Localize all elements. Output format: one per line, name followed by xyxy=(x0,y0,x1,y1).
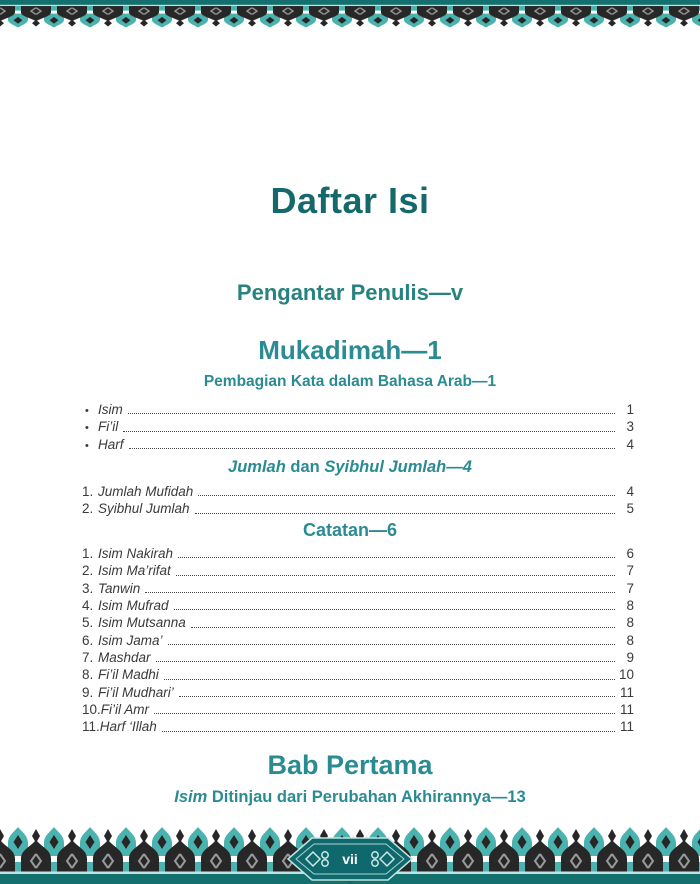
dot-leader xyxy=(198,495,615,496)
bullet-icon: • xyxy=(85,422,89,435)
toc-row xyxy=(62,545,634,562)
toc-entry-page: 11 xyxy=(619,719,634,735)
toc-entry-number: 8. xyxy=(82,667,94,683)
toc-entry-label: Isim Mufrad xyxy=(98,598,169,614)
toc-entry-label: Isim Nakirah xyxy=(98,546,174,561)
dot-leader xyxy=(174,609,615,610)
dot-leader xyxy=(129,448,615,449)
toc-entry-label: Harf ‘Illah xyxy=(99,719,157,735)
toc-entry-label: Isim Jama’ xyxy=(98,632,163,648)
toc-entry-number: 1. xyxy=(82,546,94,561)
toc-entry-number: 1. xyxy=(82,484,94,499)
subheading-bab-part2: Ditinjau dari Perubahan Akhirannya—13 xyxy=(207,788,526,806)
toc-entry-page: 8 xyxy=(626,615,634,631)
toc-entry-number: 6. xyxy=(82,632,94,648)
toc-entry-number: 9. xyxy=(82,684,94,700)
page-title: Daftar Isi xyxy=(270,180,430,221)
toc-entry-label: Fi’il Madhi xyxy=(98,667,159,683)
dot-leader xyxy=(179,696,615,697)
dot-leader xyxy=(195,513,615,514)
bullet-icon: • xyxy=(85,439,89,452)
heading-jumlah-part3: Syibhul Jumlah—4 xyxy=(324,458,472,476)
heading-catatan: Catatan—6 xyxy=(302,520,398,540)
toc-entry-label: Fi’il Mudhari’ xyxy=(98,684,174,700)
toc-entry-number: 7. xyxy=(82,650,94,666)
toc-entry-page: 3 xyxy=(626,419,634,435)
toc-entry-label: Syibhul Jumlah xyxy=(98,501,190,517)
toc-row xyxy=(62,701,634,718)
toc-row xyxy=(62,500,634,517)
catatan-toc-list xyxy=(62,545,634,736)
toc-entry-label: Isim Mutsanna xyxy=(98,615,186,631)
toc-entry-page: 8 xyxy=(626,632,634,648)
toc-entry-number: 2. xyxy=(82,563,94,579)
footer-page-number: vii xyxy=(342,851,358,867)
toc-entry-page: 8 xyxy=(626,598,634,614)
heading-jumlah xyxy=(0,458,700,477)
toc-entry-page: 7 xyxy=(626,580,634,596)
toc-entry-page: 10 xyxy=(618,667,634,683)
bullet-toc-list xyxy=(62,401,634,453)
toc-entry-number: 3. xyxy=(82,580,94,596)
toc-row xyxy=(62,401,634,418)
toc-entry-page: 11 xyxy=(619,702,634,718)
heading-pengantar-penulis: Pengantar Penulis—v xyxy=(236,280,464,305)
toc-entry-label: Harf xyxy=(98,436,124,452)
ornament-border-top xyxy=(0,0,700,28)
toc-entry-page: 4 xyxy=(626,484,634,499)
ornament-border-bottom xyxy=(0,826,700,884)
dot-leader xyxy=(178,557,615,558)
toc-row xyxy=(62,418,634,435)
dot-leader xyxy=(156,661,615,662)
dot-leader xyxy=(162,731,615,732)
toc-entry-label: Isim Ma’rifat xyxy=(98,563,171,579)
toc-row xyxy=(62,562,634,579)
ornament-pattern-bottom-icon xyxy=(0,826,700,884)
toc-entry-label: Fi’il Amr xyxy=(100,702,150,718)
toc-row xyxy=(62,483,634,500)
heading-jumlah-part2: dan xyxy=(285,458,325,476)
jumlah-toc-list xyxy=(62,483,634,518)
toc-entry-label: Jumlah Mufidah xyxy=(98,484,194,499)
toc-entry-page: 7 xyxy=(626,563,634,579)
toc-row xyxy=(62,436,634,453)
toc-row xyxy=(62,614,634,631)
heading-mukadimah: Mukadimah—1 xyxy=(258,335,442,365)
toc-entry-page: 11 xyxy=(619,684,634,700)
toc-entry-number: 5. xyxy=(82,615,94,631)
bullet-icon: • xyxy=(85,405,89,417)
toc-entry-number: 4. xyxy=(82,598,94,614)
dot-leader xyxy=(164,679,615,680)
subheading-bab-part1: Isim xyxy=(174,788,208,806)
dot-leader xyxy=(145,592,615,593)
toc-entry-page: 6 xyxy=(626,546,634,561)
toc-entry-number: 2. xyxy=(82,501,94,517)
toc-row xyxy=(62,718,634,735)
dot-leader xyxy=(168,644,615,645)
toc-entry-label: Fi’il xyxy=(98,419,119,435)
dot-leader xyxy=(154,713,615,714)
toc-row xyxy=(62,649,634,666)
toc-row xyxy=(62,580,634,597)
toc-entry-page: 4 xyxy=(626,436,634,452)
dot-leader xyxy=(128,413,615,414)
toc-row xyxy=(62,597,634,614)
toc-entry-label: Tanwin xyxy=(98,580,141,596)
toc-row xyxy=(62,684,634,701)
dot-leader xyxy=(123,431,615,432)
toc-entry-page: 5 xyxy=(626,501,634,517)
heading-jumlah-part1: Jumlah xyxy=(228,458,286,476)
toc-entry-label: Mashdar xyxy=(98,650,151,666)
subheading-pembagian-kata: Pembagian Kata dalam Bahasa Arab—1 xyxy=(203,373,497,390)
toc-row xyxy=(62,666,634,683)
ornament-pattern-top-icon xyxy=(0,0,700,28)
toc-entry-page: 1 xyxy=(626,402,634,417)
toc-entry-number: 11. xyxy=(82,719,100,735)
heading-bab-pertama: Bab Pertama xyxy=(267,750,433,780)
toc-entry-label: Isim xyxy=(98,402,123,417)
toc-entry-page: 9 xyxy=(626,650,634,666)
subheading-bab-pertama xyxy=(0,788,700,807)
toc-row xyxy=(62,632,634,649)
dot-leader xyxy=(191,627,615,628)
dot-leader xyxy=(176,575,615,576)
toc-entry-number: 10. xyxy=(82,702,101,718)
